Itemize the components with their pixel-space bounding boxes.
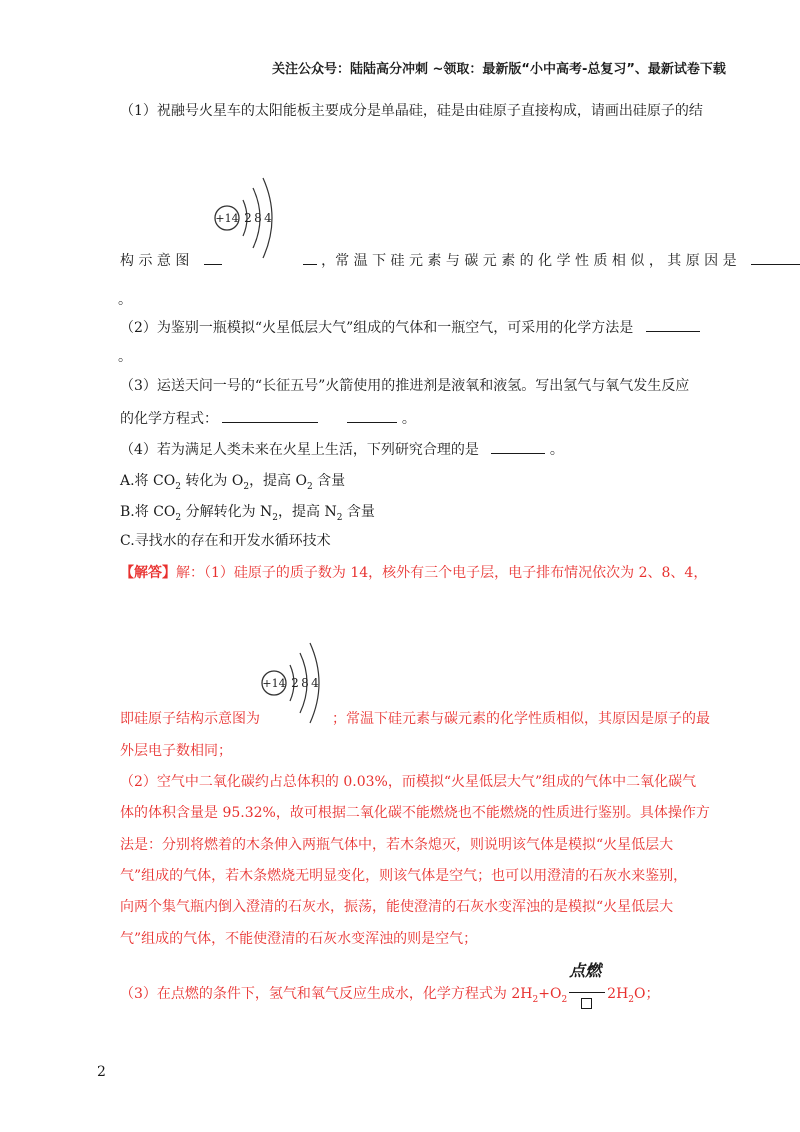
- q4-end: 。: [549, 442, 564, 458]
- atom-shell-2: 8: [254, 211, 262, 225]
- q1-prefix: 构 示 意 图: [120, 253, 190, 269]
- q1-mid: ，常 温 下 硅 元 素 与 碳 元 素 的 化 学 性 质 相 似 ， 其 原 因 是: [321, 253, 737, 269]
- q2-line: [120, 317, 700, 337]
- placeholder-box-icon: [581, 998, 592, 1009]
- reaction-condition: 点燃: [569, 961, 602, 980]
- q4-option-c: C.寻找水的存在和开发水循环技术: [120, 533, 331, 549]
- atom-shell-3b: 4: [311, 676, 319, 690]
- q4-option-b: B.将 $CO_2$ 分解转化为 $N_2$，提高 $N_2$ 含量: [120, 504, 375, 523]
- q2-text: （2）为鉴别一瓶模拟“火星低层大气”组成的气体和一瓶空气，可采用的化学方法是: [120, 320, 634, 336]
- answer-a1: 解：（1）硅原子的质子数为 14，核外有三个电子层，电子排布情况依次为 2、8、4，: [176, 565, 708, 581]
- q4-answer-blank[interactable]: [491, 439, 545, 454]
- page-number: 2: [97, 1064, 106, 1080]
- q3-answer-blank-1[interactable]: [222, 408, 318, 423]
- answer-a1c: ；常温下硅元素与碳元素的化学性质相似，其原因是原子的最: [332, 711, 710, 727]
- answer-tag: 【解答】: [120, 565, 176, 581]
- atom-shell-3: 4: [264, 211, 272, 225]
- atom-shell-2b: 8: [301, 676, 309, 690]
- header-banner: 关注公众号：陆陆高分冲刺 ~领取：最新版“小中高考-总复习”、最新试卷下载: [272, 62, 726, 77]
- answer-a3: （3）在点燃的条件下，氢气和氧气反应生成水，化学方程式为 $2H_2+O_2$ 点燃 $2H_2O$；: [120, 983, 660, 1005]
- q4-option-a: A.将 $CO_2$ 转化为 $O_2$，提高 $O_2$ 含量: [120, 473, 346, 492]
- q3-prefix: 的化学方程式：: [120, 411, 218, 427]
- q1-answer-blank-2[interactable]: [751, 250, 800, 265]
- q2-answer-blank[interactable]: [646, 317, 700, 332]
- answer-line1: [120, 562, 707, 582]
- answer-a2-line5: 向两个集气瓶内倒入澄清的石灰水，振荡，能使澄清的石灰水变浑浊的是模拟“火星低层大: [120, 899, 674, 915]
- q3-line1: （3）运送天问一号的“长征五号”火箭使用的推进剂是液氧和液氢。写出氢气与氧气发生反应: [120, 378, 690, 394]
- answer-a2-line2: 体的体积含量是 95.32%，故可根据二氧化碳不能燃烧也不能燃烧的性质进行鉴别。具体操作方: [120, 805, 710, 821]
- q1-line2: [120, 250, 800, 270]
- q3-line2: [120, 408, 416, 428]
- answer-a2-line3: 法是：分别将燃着的木条伸入两瓶气体中，若木条熄灭，则说明该气体是模拟“火星低层大: [120, 837, 674, 853]
- reaction-arrow: [567, 961, 607, 998]
- q3-end: 。: [401, 411, 416, 427]
- q1-line1: （1）祝融号火星车的太阳能板主要成分是单晶硅，硅是由硅原子直接构成，请画出硅原子的结: [120, 103, 703, 119]
- q2-end: 。: [118, 349, 132, 365]
- q3-answer-blank-2[interactable]: [347, 408, 397, 423]
- atom-shell-1b: 2: [291, 676, 299, 690]
- atom-nucleus-label: +14: [215, 212, 239, 225]
- atom-shell-1: 2: [244, 211, 252, 225]
- answer-a2-line4: 气”组成的气体，若木条燃烧无明显变化，则该气体是空气；也可以用澄清的石灰水来鉴别，: [120, 868, 688, 884]
- answer-a2-line6: 气”组成的气体，不能使澄清的石灰水变浑浊的则是空气；: [120, 931, 478, 947]
- q1-answer-blank-1b[interactable]: [303, 250, 317, 265]
- q4-text: （4）若为满足人类未来在火星上生活，下列研究合理的是: [120, 442, 479, 458]
- answer-a2-line1: （2）空气中二氧化碳约占总体积的 0.03%，而模拟“火星低层大气”组成的气体中二氧化碳气: [120, 774, 697, 790]
- q4-line: [120, 439, 564, 459]
- answer-line2: [120, 708, 710, 728]
- q1-answer-blank-1[interactable]: [204, 250, 222, 265]
- answer-a1b: 即硅原子结构示意图为: [120, 711, 260, 727]
- q1-end: 。: [118, 292, 132, 308]
- atom-nucleus-label-2: +14: [262, 677, 286, 690]
- answer-a1d: 外层电子数相同；: [120, 743, 232, 759]
